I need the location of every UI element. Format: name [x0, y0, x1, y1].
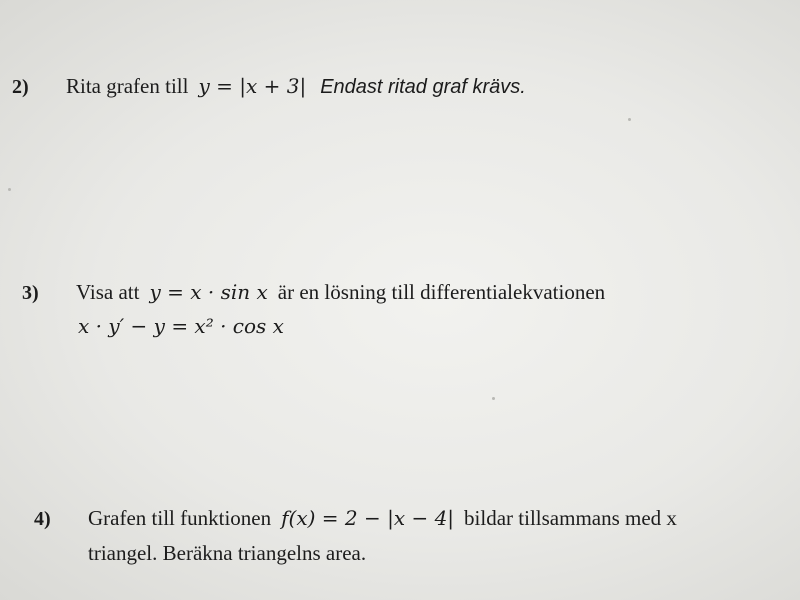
problem-text: triangel. Beräkna triangelns area. [88, 541, 367, 565]
math-expression: f(x) = 2 − |x − 4| [281, 506, 455, 530]
paper-speck [492, 397, 495, 400]
problem-4 [34, 506, 677, 531]
problem-4-line2 [88, 541, 366, 566]
problem-note: Endast ritad graf krävs. [320, 76, 526, 98]
paper-speck [628, 118, 631, 121]
problem-text: Grafen till funktionen [88, 506, 272, 530]
problem-3 [22, 280, 605, 305]
math-expression: y = x · sin x [149, 280, 268, 304]
differential-equation: x · y′ − y = x² · cos x [78, 314, 284, 338]
problem-3-equation-line [78, 314, 290, 338]
problem-number: 3) [22, 282, 39, 304]
problem-number: 4) [34, 508, 51, 530]
problem-text: Visa att [76, 280, 140, 304]
problem-text: bildar tillsammans med x [464, 506, 677, 530]
math-expression: y = |x + 3| [198, 74, 307, 98]
problem-text: är en lösning till differentialekvationen [277, 280, 606, 304]
problem-number: 2) [12, 76, 29, 98]
problem-text: Rita grafen till [66, 74, 189, 98]
paper-speck [8, 188, 11, 191]
problem-2 [12, 74, 526, 99]
